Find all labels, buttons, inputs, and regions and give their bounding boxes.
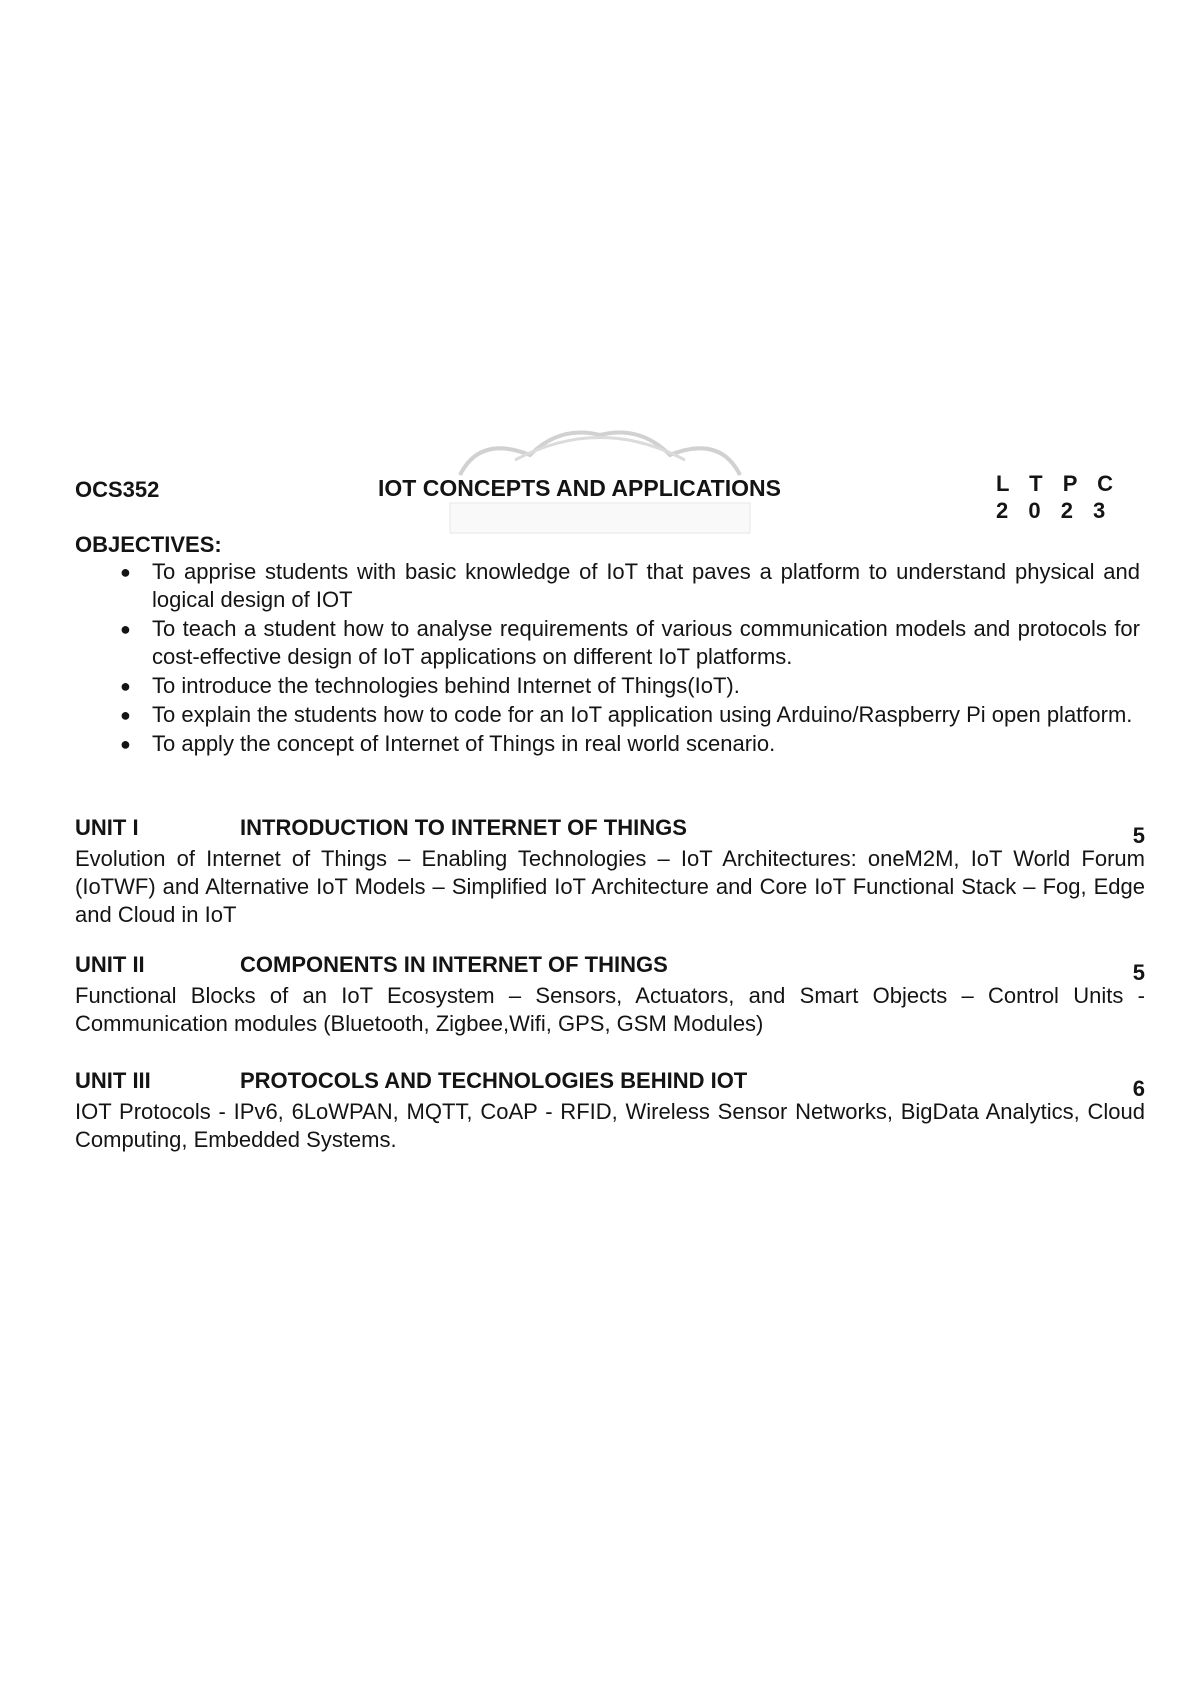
- bullet-icon: ●: [120, 619, 131, 639]
- ltpc-credits: [996, 470, 1120, 524]
- unit-heading: [75, 952, 1145, 985]
- unit-hours: 5: [1132, 823, 1145, 848]
- unit-label: UNIT II: [75, 952, 145, 977]
- bullet-icon: ●: [120, 705, 131, 725]
- ltpc-label: L T P C: [996, 471, 1120, 496]
- objective-text: To explain the students how to code for an IoT application using Arduino/Raspberry Pi open platform.: [152, 702, 1133, 727]
- bullet-icon: ●: [120, 562, 131, 582]
- objectives-heading: OBJECTIVES:: [75, 532, 222, 557]
- unit-title: COMPONENTS IN INTERNET OF THINGS: [240, 952, 668, 977]
- unit-content: Evolution of Internet of Things – Enabling Technologies – IoT Architectures: oneM2M, IoT World Forum (IoTWF) and Alternative IoT Models – Simplified IoT Architecture and Core IoT Functional Stack – Fog, Edge and Cloud in IoT: [75, 846, 1145, 927]
- course-code: OCS352: [75, 477, 160, 502]
- unit-label: UNIT I: [75, 815, 139, 840]
- unit-section: [75, 1068, 1145, 1154]
- objective-text: To apply the concept of Internet of Things in real world scenario.: [152, 731, 776, 756]
- bullet-icon: ●: [120, 734, 131, 754]
- objective-item: [110, 558, 1140, 614]
- unit-label: UNIT III: [75, 1068, 151, 1093]
- unit-section: [75, 815, 1145, 929]
- objective-text: To apprise students with basic knowledge of IoT that paves a platform to understand physical and logical design of IOT: [152, 559, 1140, 612]
- objective-item: [110, 730, 1140, 758]
- objective-text: To introduce the technologies behind Internet of Things(IoT).: [152, 673, 740, 698]
- ltpc-values: 2 0 2 3: [996, 498, 1113, 523]
- unit-section: [75, 952, 1145, 1038]
- unit-title: PROTOCOLS AND TECHNOLOGIES BEHIND IOT: [240, 1068, 748, 1093]
- objective-item: [110, 701, 1140, 729]
- unit-heading: [75, 815, 1145, 848]
- unit-hours: 5: [1132, 960, 1145, 985]
- unit-title: INTRODUCTION TO INTERNET OF THINGS: [240, 815, 687, 840]
- unit-content: IOT Protocols - IPv6, 6LoWPAN, MQTT, CoAP - RFID, Wireless Sensor Networks, BigData Analytics, Cloud Computing, Embedded Systems.: [75, 1099, 1145, 1152]
- unit-heading: [75, 1068, 1145, 1101]
- objective-item: [110, 672, 1140, 700]
- objective-item: [110, 615, 1140, 671]
- objective-text: To teach a student how to analyse requirements of various communication models and protocols for cost-effective design of IoT applications on different IoT platforms.: [152, 616, 1140, 669]
- course-title: IOT CONCEPTS AND APPLICATIONS: [378, 475, 781, 501]
- objectives-list: [110, 558, 1140, 759]
- unit-content: Functional Blocks of an IoT Ecosystem – Sensors, Actuators, and Smart Objects – Control Units - Communication modules (Bluetooth, Zigbee,Wifi, GPS, GSM Modules): [75, 983, 1145, 1036]
- bullet-icon: ●: [120, 676, 131, 696]
- unit-hours: 6: [1132, 1076, 1145, 1101]
